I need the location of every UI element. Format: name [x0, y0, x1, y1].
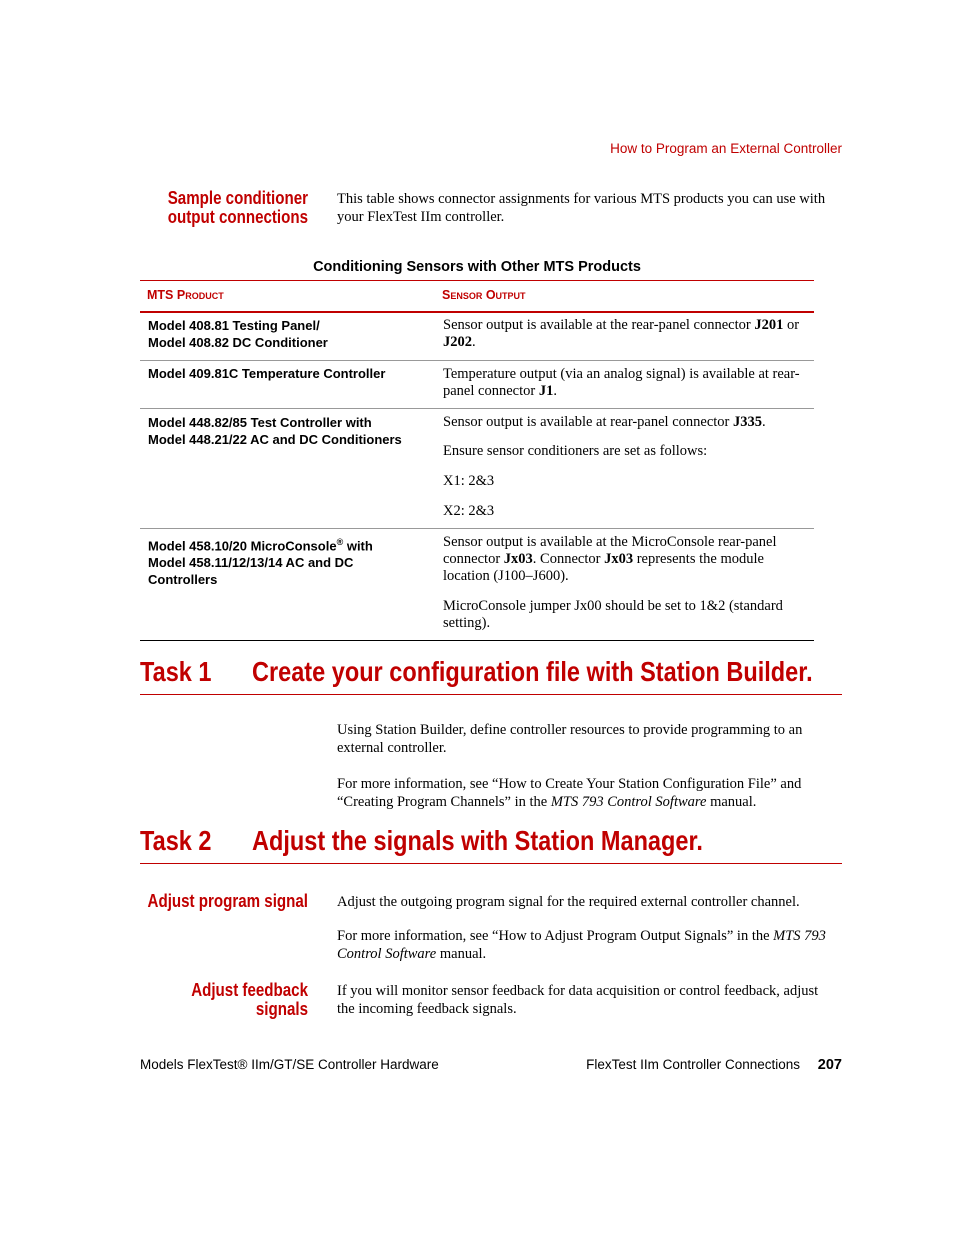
table-caption: Conditioning Sensors with Other MTS Products: [313, 259, 641, 275]
subheading-adjust-feedback-signals: [106, 981, 308, 1019]
table-header-sensor-output: Sensor Output: [442, 288, 526, 302]
connector-label: J202: [443, 334, 472, 350]
task2-rule: [140, 863, 842, 864]
table-row-rule: [140, 360, 814, 361]
connector-label: Jx03: [503, 551, 533, 567]
cell-text: . Connector: [532, 551, 605, 567]
task1-label: Task 1: [140, 656, 212, 687]
cell-text: Ensure sensor conditioners are set as follows:: [443, 443, 708, 459]
manual-title: MTS 793 Control Software: [550, 794, 707, 810]
cell-text: Sensor output is available at the rear-panel connector: [443, 317, 755, 333]
subheading-line: Adjust feedback: [191, 980, 308, 1000]
cell-text: X1: 2&3: [443, 473, 495, 489]
cell-text: Sensor output is available at rear-panel connector: [443, 414, 733, 430]
page-number: 207: [817, 1057, 842, 1073]
footer-left: Models FlexTest® IIm/GT/SE Controller Hardware: [140, 1057, 439, 1072]
task2-title: Adjust the signals with Station Manager.: [252, 825, 703, 856]
table-cell-product: [148, 365, 433, 382]
task2-paragraph: [337, 927, 842, 963]
section-paragraph: This table shows connector assignments for various MTS products you can use with your FlexTest IIm controller.: [337, 191, 826, 225]
cell-text: .: [762, 414, 766, 430]
task1-title: Create your configuration file with Station Builder.: [252, 656, 813, 687]
registered-mark: ®: [336, 537, 344, 547]
cell-line: Model 448.21/22 AC and DC Conditioners: [148, 432, 402, 447]
running-header: How to Program an External Controller: [610, 141, 842, 156]
section-heading-line: Sample conditioner: [167, 188, 308, 208]
connector-label: J335: [733, 414, 762, 430]
task2-label: Task 2: [140, 825, 212, 856]
cell-text: Model 458.10/20 MicroConsole: [148, 538, 337, 554]
cell-line: Model 458.11/12/13/14 AC and DC: [148, 555, 354, 571]
connector-label: J1: [538, 383, 554, 399]
table-row-rule: [140, 528, 814, 529]
cell-text: .: [472, 334, 476, 350]
table-header-product: MTS Product: [147, 288, 224, 302]
cell-text: or: [783, 317, 800, 333]
cell-line: Model 408.81 Testing Panel/: [148, 318, 320, 333]
manual-title: MTS 793 Control Software: [337, 928, 826, 962]
table-cell-output: [443, 414, 808, 520]
cell-text: Sensor output is available at the MicroConsole rear-panel connector: [443, 534, 777, 567]
para-text: manual.: [436, 946, 487, 962]
cell-text: with: [343, 538, 373, 554]
cell-text: represents the module location (J100–J600).: [443, 551, 764, 584]
table-cell-product: [148, 317, 433, 351]
cell-text: .: [553, 383, 557, 399]
task2-paragraph: If you will monitor sensor feedback for data acquisition or control feedback, adjust the incoming feedback signals.: [337, 983, 819, 1017]
task1-paragraph: [337, 775, 842, 811]
cell-text: X2: 2&3: [443, 503, 495, 519]
table-cell-output: [443, 366, 808, 400]
cell-line: Model 408.82 DC Conditioner: [148, 335, 328, 350]
table-top-rule: [140, 280, 814, 281]
task1-rule: [140, 694, 842, 695]
table-cell-output: [443, 317, 808, 351]
section-heading-sample-conditioner: [106, 189, 308, 227]
cell-line: Model 409.81C Temperature Controller: [148, 366, 386, 381]
cell-text: Temperature output (via an analog signal) is available at rear-panel connector: [443, 366, 800, 399]
footer-chapter: FlexTest IIm Controller Connections: [586, 1057, 800, 1072]
task1-paragraph: Using Station Builder, define controller resources to provide programming to an external controller.: [337, 722, 803, 756]
section-heading-line: output connections: [167, 207, 308, 227]
cell-line: Controllers: [148, 572, 218, 588]
table-header-rule: [140, 311, 814, 313]
cell-text: MicroConsole jumper Jx00 should be set to 1&2 (standard setting).: [443, 598, 783, 631]
subheading-line: signals: [255, 999, 308, 1019]
para-text: For more information, see “How to Create Your Station Configuration File” and “Creating Program Channels” in the: [337, 776, 802, 810]
table-cell-product: [148, 534, 433, 588]
task2-paragraph: Adjust the outgoing program signal for the required external controller channel.: [337, 894, 800, 910]
table-cell-product: [148, 414, 438, 448]
para-text: manual.: [706, 794, 757, 810]
connector-label: Jx03: [604, 551, 634, 567]
table-bottom-rule: [140, 640, 814, 641]
table-row-rule: [140, 408, 814, 409]
para-text: For more information, see “How to Adjust Program Output Signals” in the: [337, 928, 774, 944]
cell-line: Model 448.82/85 Test Controller with: [148, 415, 372, 430]
connector-label: J201: [754, 317, 784, 333]
table-cell-output: [443, 534, 811, 632]
subheading-adjust-program-signal: Adjust program signal: [147, 891, 308, 911]
